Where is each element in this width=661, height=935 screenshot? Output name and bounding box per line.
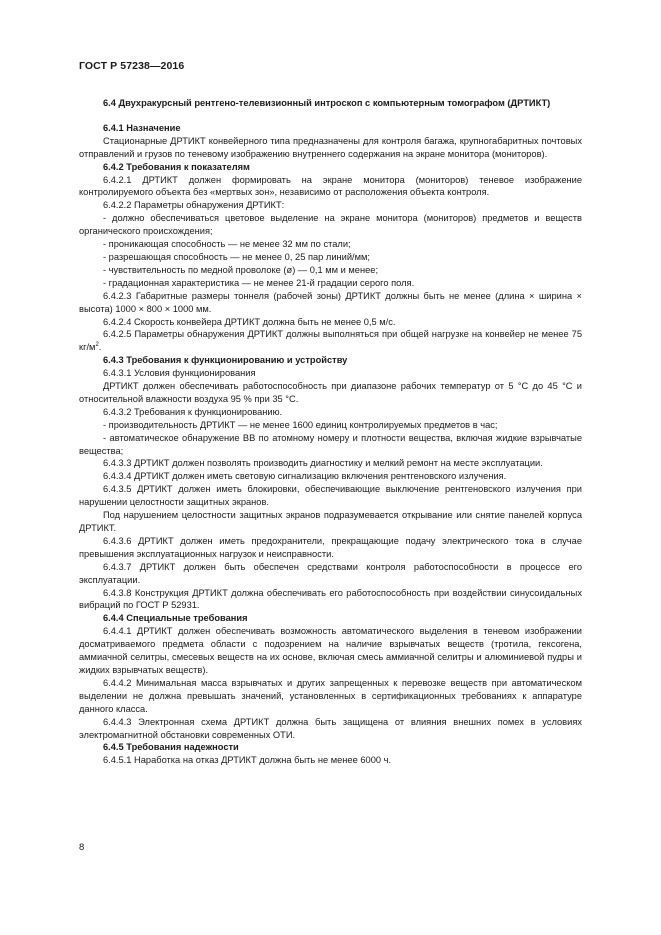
paragraph-text: 6.4.3.1 Условия функционирования <box>103 368 256 379</box>
paragraph-text: 6.4.1 Назначение <box>103 122 181 133</box>
paragraph <box>79 212 582 238</box>
subsection-heading <box>79 354 582 367</box>
paragraph-text: 6.4.3 Требования к функционированию и устройству <box>103 355 348 366</box>
paragraph-text: 6.4.3.4 ДРТИКТ должен иметь световую сигнализацию включения рентгеновского излучения. <box>103 471 507 482</box>
paragraph <box>79 174 582 200</box>
paragraph <box>79 251 582 264</box>
paragraph-text: 6.4.2.5 Параметры обнаружения ДРТИКТ должны выполняться при общей нагрузке на конвейер не менее 75 кг/м <box>79 329 582 353</box>
paragraph <box>79 199 582 212</box>
paragraph <box>79 238 582 251</box>
paragraph <box>79 290 582 316</box>
paragraph <box>79 277 582 290</box>
paragraph-text: 6.4.5.1 Наработка на отказ ДРТИКТ должна быть не менее 6000 ч. <box>103 755 392 766</box>
paragraph-text: 6.4.2.2 Параметры обнаружения ДРТИКТ: <box>103 200 285 211</box>
paragraph <box>79 470 582 483</box>
page-number: 8 <box>79 842 85 853</box>
paragraph <box>79 316 582 329</box>
paragraph-text: ДРТИКТ должен обеспечивать работоспособность при диапазоне рабочих температур от 5 °С до 45 °С и относительной влажности воздуха 95 % при 35 °С. <box>79 381 582 404</box>
paragraph-text: - производительность ДРТИКТ — не менее 1600 единиц контролируемых предметов в час; <box>103 419 498 430</box>
paragraph-text: - разрешающая способность — не менее 0, 25 пар линий/мм; <box>103 251 370 262</box>
paragraph <box>79 432 582 458</box>
paragraph <box>79 457 582 470</box>
paragraph <box>79 419 582 432</box>
section-title: 6.4 Двухракурсный рентгено-телевизионный интроскоп с компьютерным томографом (ДРТИКТ) <box>103 98 551 108</box>
paragraph <box>79 328 582 354</box>
paragraph <box>79 625 582 677</box>
paragraph <box>79 587 582 613</box>
paragraph-text: - автоматическое обнаружение ВВ по атомному номеру и плотности вещества, включая жидкие взрывчатые вещества; <box>79 432 582 456</box>
paragraph <box>79 535 582 561</box>
paragraph-tail: . <box>98 342 102 353</box>
paragraph <box>79 264 582 277</box>
paragraph-text: 6.4.2 Требования к показателям <box>103 161 250 172</box>
paragraph-text: 6.4.3.8 Конструкция ДРТИКТ должна обеспечивать его работоспособность при воздействии синусоидальных вибраций по ГОСТ Р 52931. <box>79 587 582 611</box>
paragraph <box>79 380 582 406</box>
paragraph-text: - проникающая способность — не менее 32 мм по стали; <box>103 239 351 250</box>
paragraph-text: - должно обеспечиваться цветовое выделение на экране монитора (мониторов) предметов и веществ органического происхождения; <box>79 213 582 237</box>
paragraph <box>79 483 582 509</box>
paragraph-text: 6.4.3.3 ДРТИКТ должен позволять производить диагностику и мелкий ремонт на месте эксплуатации. <box>103 458 543 469</box>
paragraph-text: 6.4.3.6 ДРТИКТ должен иметь предохранители, прекращающие подачу электрического тока в случае превышения эксплуатационных нагрузок и неисправности. <box>79 535 582 559</box>
subsection-heading <box>79 741 582 754</box>
document-header: ГОСТ Р 57238—2016 <box>79 60 185 72</box>
paragraph <box>79 509 582 535</box>
paragraph <box>79 754 582 767</box>
paragraph-text: 6.4.4.2 Минимальная масса взрывчатых и других запрещенных к перевозке веществ при автоматическом выделении не должна превышать значений, установленных в сертификационных требованиях к аппаратуре данного класса. <box>79 677 582 714</box>
paragraph-text: 6.4.5 Требования надежности <box>103 742 239 753</box>
superscript: 2 <box>95 342 99 349</box>
paragraph-text: 6.4.3.2 Требования к функционированию. <box>103 406 283 417</box>
subsection-heading <box>79 161 582 174</box>
paragraph <box>79 406 582 419</box>
paragraph-text: Стационарные ДРТИКТ конвейерного типа предназначены для контроля багажа, крупногабаритных почтовых отправлений и грузов по теневому изображению внутреннего содержания на экране монитора (мониторов). <box>79 135 582 159</box>
subsection-heading <box>79 612 582 625</box>
paragraph-text: 6.4.4.1 ДРТИКТ должен обеспечивать возможность автоматического выделения в теневом изображении досматриваемого предмета области с подозрением на наличие взрывчатых веществ (тротила, гексогена, аммиачной селитры, смесевых веществ на их основе, включая смесь аммиачной селитры и алюминиевой пудры и жидких взрывчатых веществ). <box>79 626 582 675</box>
paragraph-text: 6.4.3.5 ДРТИКТ должен иметь блокировки, обеспечивающие выключение рентгеновского излучения при нарушении целостности защитных экранов. <box>79 484 582 508</box>
paragraph-text: - чувствительность по медной проволоке (ø) — 0,1 мм и менее; <box>103 264 379 275</box>
paragraph-text: 6.4.4 Специальные требования <box>103 613 248 624</box>
paragraph-text: - градационная характеристика — не менее 21-й градации серого поля. <box>103 277 415 288</box>
document-body <box>79 97 582 767</box>
paragraph <box>79 716 582 742</box>
section-content <box>79 122 582 767</box>
paragraph-text: Под нарушением целостности защитных экранов подразумевается открывание или снятие панелей корпуса ДРТИКТ. <box>79 510 582 533</box>
paragraph-text: 6.4.2.3 Габаритные размеры тоннеля (рабочей зоны) ДРТИКТ должны быть не менее (длина × ширина × высота) 1000 × 800 × 1000 мм. <box>79 290 582 314</box>
paragraph-text: 6.4.3.7 ДРТИКТ должен быть обеспечен средствами контроля работоспособности в процессе его эксплуатации. <box>79 561 582 585</box>
paragraph <box>79 367 582 380</box>
paragraph-text: 6.4.2.4 Скорость конвейера ДРТИКТ должна быть не менее 0,5 м/с. <box>103 316 396 327</box>
paragraph <box>79 561 582 587</box>
paragraph <box>79 677 582 716</box>
paragraph-text: 6.4.4.3 Электронная схема ДРТИКТ должна быть защищена от влияния внешних помех в условиях электромагнитной обстановки современных ОТИ. <box>79 716 582 740</box>
subsection-heading <box>79 122 582 135</box>
paragraph-text: 6.4.2.1 ДРТИКТ должен формировать на экране монитора (мониторов) теневое изображение контролируемого объекта без «мертвых зон», независимо от расположения объекта контроля. <box>79 174 582 198</box>
paragraph <box>79 135 582 161</box>
